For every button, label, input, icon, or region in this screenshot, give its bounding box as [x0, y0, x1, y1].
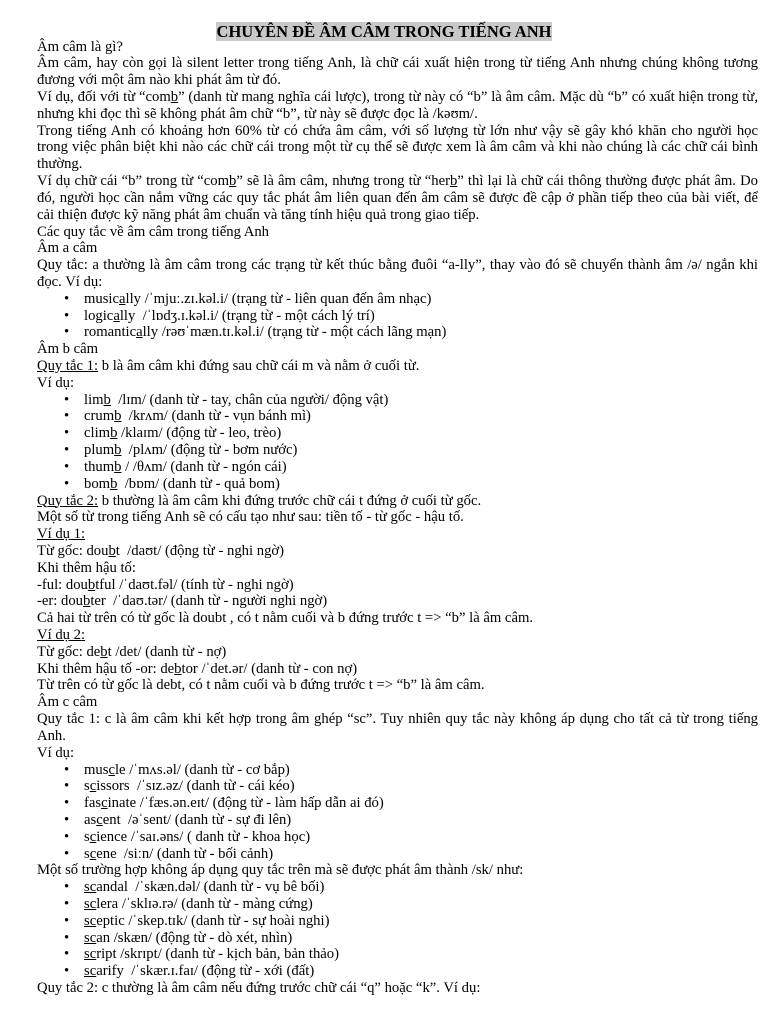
text-run: lim: [84, 391, 104, 408]
underlined-text: Ví dụ 1:: [37, 526, 86, 543]
underlined-text: sc: [84, 879, 97, 896]
underlined-text: c: [89, 778, 97, 795]
text-run: arify /ˈskær.ɪ.faɪ/ (động từ - xới (đất): [96, 963, 315, 980]
underlined-text: b: [174, 660, 182, 677]
text-run: /plʌm/ (động từ - bơm nước): [121, 442, 298, 459]
text-run: Khi thêm hậu tố:: [37, 559, 136, 576]
paragraph: [37, 493, 758, 510]
underlined-text: c: [89, 845, 97, 862]
bullet-icon: [64, 946, 69, 963]
list-item: [84, 913, 758, 930]
underlined-text: b: [114, 458, 122, 475]
bullet-icon: [64, 308, 69, 325]
bullet-icon: [64, 442, 69, 459]
text-run: tor /ˈdet.ər/ (danh từ - con nợ): [181, 660, 358, 677]
underlined-text: b: [100, 643, 108, 660]
text-run: Trong tiếng Anh có khoảng hơn 60% từ có chứa âm câm, với số lượng từ lớn như vậy sẽ gây khó khăn cho người học trong việc phân biệt khi nào các chữ cái trong một từ cụ thể sẽ được xem là âm câm và khi nào chúng là các chữ cái bình thường.: [37, 122, 758, 173]
text-run: Âm b câm: [37, 341, 99, 358]
text-run: Khi thêm hậu tố -or: de: [37, 660, 175, 677]
paragraph: [37, 358, 758, 375]
paragraph: [37, 173, 758, 223]
text-run: lera /ˈsklɪə.rə/ (danh từ - màng cứng): [96, 896, 313, 913]
bullet-icon: [64, 812, 69, 829]
bullet-icon: [64, 392, 69, 409]
underlined-text: Quy tắc 1:: [37, 358, 99, 375]
text-run: tful /ˈdaʊt.fəl/ (tính từ - nghi ngờ): [95, 576, 294, 593]
underlined-text: c: [89, 828, 97, 845]
text-run: an /skæn/ (động từ - dò xét, nhìn): [96, 929, 293, 946]
text-run: issors /ˈsɪz.əz/ (danh từ - cái kéo): [96, 778, 295, 795]
bullet-icon: [64, 896, 69, 913]
text-run: Từ trên có từ gốc là debt, có t nằm cuối và b đứng trước t => “b” là âm câm.: [37, 677, 485, 694]
underlined-text: b: [87, 576, 96, 593]
text-run: clim: [84, 425, 111, 442]
paragraph: [37, 711, 758, 745]
list-item: [84, 829, 758, 846]
list-item: [84, 946, 758, 963]
list-item: [84, 762, 758, 779]
text-run: Cả hai từ trên có từ gốc là doubt , có t nằm cuối và b đứng trước t => “b” là âm câm.: [37, 610, 534, 627]
text-run: / /θʌm/ (danh từ - ngón cái): [121, 458, 287, 475]
text-run: -er: dou: [37, 593, 83, 610]
text-run: Ví dụ:: [37, 744, 75, 761]
underlined-text: b: [229, 173, 237, 190]
text-run: s: [84, 845, 90, 862]
text-run: inate /ˈfæs.ən.eɪt/ (động từ - làm hấp dẫn ai đó): [107, 795, 384, 812]
text-run: -ful: dou: [37, 576, 88, 593]
underlined-text: a: [136, 324, 143, 341]
bullet-list: [37, 762, 758, 863]
text-run: ” thì lại là chữ cái thông thường được phát âm. Do đó, người học cần nắm vững các quy tắc phát âm liên quan đến âm câm sẽ được đề cập ở phần tiếp theo của bài viết, để cải thiện được kỹ năng phát âm chuẩn và tăng tính hiệu quả trong giao tiếp.: [37, 173, 758, 223]
list-item: [84, 291, 758, 308]
text-run: Âm câm, hay còn gọi là silent letter trong tiếng Anh, là chữ cái xuất hiện trong từ tiếng Anh nhưng chúng không tương đương với một âm nào khi phát âm từ đó.: [37, 55, 758, 89]
text-run: Một số trường hợp không áp dụng quy tắc trên mà sẽ được phát âm thành /sk/ như:: [37, 862, 524, 879]
text-run: /lɪm/ (danh từ - tay, chân của người/ động vật): [110, 391, 389, 408]
text-run: s: [84, 778, 90, 795]
text-run: Từ gốc: dou: [37, 542, 109, 559]
bullet-icon: [64, 846, 69, 863]
underlined-text: sc: [84, 929, 97, 946]
underlined-text: b: [114, 442, 122, 459]
text-run: plum: [84, 442, 115, 459]
section-heading: [37, 240, 758, 257]
paragraph: [37, 610, 758, 627]
paragraph: [37, 661, 758, 678]
bullet-icon: [64, 778, 69, 795]
underlined-text: b: [103, 391, 111, 408]
text-run: ” (danh từ mang nghĩa cái lược), trong từ này có “b” là âm câm. Mặc dù “b” có xuất hiện trong từ, nhưng khi đọc thì sẽ không phát âm chữ “b”, từ này sẽ được đọc là /kəʊm/.: [37, 89, 758, 122]
list-item: [84, 392, 758, 409]
bullet-icon: [64, 324, 69, 341]
underlined-text: Quy tắc 2:: [37, 492, 99, 509]
list-item: [84, 846, 758, 863]
bullet-icon: [64, 879, 69, 896]
list-item: [84, 778, 758, 795]
list-item: [84, 896, 758, 913]
text-run: /klaɪm/ (động từ - leo, trèo): [117, 425, 282, 442]
text-run: Âm c câm: [37, 694, 98, 711]
underlined-text: sc: [84, 946, 97, 963]
text-run: t /daʊt/ (động từ - nghi ngờ): [115, 542, 285, 559]
text-run: crum: [84, 408, 115, 425]
underlined-text: b: [108, 542, 116, 559]
list-item: [84, 930, 758, 947]
text-run: logic: [84, 307, 114, 324]
underlined-text: a: [113, 307, 120, 324]
paragraph: [37, 677, 758, 694]
underlined-text: b: [110, 475, 118, 492]
paragraph: [37, 980, 758, 997]
list-item: [84, 308, 758, 325]
bullet-icon: [64, 795, 69, 812]
paragraph: [37, 375, 758, 392]
paragraph: [37, 627, 758, 644]
list-item: [84, 963, 758, 980]
bullet-list: [37, 879, 758, 980]
list-item: [84, 812, 758, 829]
paragraph: [37, 862, 758, 879]
text-run: andal /ˈskæn.dəl/ (danh từ - vụ bê bối): [96, 879, 325, 896]
text-run: music: [84, 290, 120, 307]
text-run: s: [84, 828, 90, 845]
bullet-icon: [64, 913, 69, 930]
paragraph: [37, 89, 758, 123]
underlined-text: c: [96, 811, 103, 828]
underlined-text: Ví dụ 2:: [37, 627, 86, 644]
underlined-text: c: [101, 795, 108, 812]
text-run: romantic: [84, 324, 137, 341]
text-run: eptic /ˈskep.tɪk/ (danh từ - sự hoài nghi): [96, 912, 330, 929]
bullet-icon: [64, 762, 69, 779]
text-run: Âm câm là gì?: [37, 38, 123, 55]
paragraph: [37, 644, 758, 661]
text-run: Ví dụ:: [37, 374, 75, 391]
text-run: Từ gốc: de: [37, 643, 101, 660]
list-item: [84, 476, 758, 493]
document-body: [37, 39, 758, 997]
text-run: Một số từ trong tiếng Anh sẽ có cấu tạo như sau: tiền tố - từ gốc - hậu tố.: [37, 509, 464, 526]
paragraph: [37, 577, 758, 594]
bullet-icon: [64, 459, 69, 476]
bullet-icon: [64, 425, 69, 442]
list-item: [84, 324, 758, 341]
text-run: ter /ˈdaʊ.tər/ (danh từ - người nghi ngờ): [90, 593, 328, 610]
paragraph: [37, 543, 758, 560]
bullet-icon: [64, 829, 69, 846]
paragraph: [37, 509, 758, 526]
section-heading: [37, 694, 758, 711]
underlined-text: b: [83, 593, 91, 610]
paragraph: [37, 55, 758, 89]
text-run: lly /ˈmjuː.zɪ.kəl.i/ (trạng từ - liên quan đến âm nhạc): [125, 290, 432, 307]
text-run: Quy tắc 1: c là âm câm khi kết hợp trong âm ghép “sc”. Tuy nhiên quy tắc này không áp dụng cho tất cả từ trong tiếng Anh.: [37, 711, 758, 744]
underlined-text: b: [449, 173, 458, 190]
list-item: [84, 408, 758, 425]
list-item: [84, 879, 758, 896]
text-run: Quy tắc: a thường là âm câm trong các trạng từ kết thúc bằng đuôi “a-lly”, thay vào đó sẽ chuyển thành âm /ə/ ngắn khi đọc. Ví dụ:: [37, 257, 758, 290]
text-run: Ví dụ chữ cái “b” trong từ “com: [37, 173, 230, 190]
text-run: Các quy tắc về âm câm trong tiếng Anh: [37, 223, 269, 240]
paragraph: [37, 560, 758, 577]
text-run: mus: [84, 761, 109, 778]
text-run: b thường là âm câm khi đứng trước chữ cái t đứng ở cuối từ gốc.: [98, 492, 482, 509]
page-title: CHUYÊN ĐỀ ÂM CÂM TRONG TIẾNG ANH: [216, 22, 552, 41]
text-run: b là âm câm khi đứng sau chữ cái m và nằm ở cuối từ.: [98, 358, 420, 375]
bullet-icon: [64, 408, 69, 425]
list-item: [84, 795, 758, 812]
text-run: lly /rəʊˈmæn.tɪ.kəl.i/ (trạng từ - một cách lãng mạn): [142, 324, 447, 341]
list-item: [84, 425, 758, 442]
section-heading: [37, 224, 758, 241]
paragraph: [37, 745, 758, 762]
text-run: ” sẽ là âm câm, nhưng trong từ “her: [236, 173, 450, 190]
text-run: le /ˈmʌs.əl/ (danh từ - cơ bắp): [114, 761, 290, 778]
paragraph: [37, 123, 758, 173]
text-run: bom: [84, 475, 111, 492]
bullet-icon: [64, 291, 69, 308]
text-run: ience /ˈsaɪ.əns/ ( danh từ - khoa học): [96, 828, 311, 845]
bullet-list: [37, 392, 758, 493]
text-run: ript /skrɪpt/ (danh từ - kịch bản, bản thảo): [96, 946, 340, 963]
section-heading: [37, 341, 758, 358]
text-run: Quy tắc 2: c thường là âm câm nếu đứng trước chữ cái “q” hoặc “k”. Ví dụ:: [37, 980, 481, 997]
text-run: ent /əˈsent/ (danh từ - sự đi lên): [102, 811, 292, 828]
bullet-icon: [64, 476, 69, 493]
text-run: /bɒm/ (danh từ - quả bom): [117, 475, 280, 492]
list-item: [84, 459, 758, 476]
underlined-text: sc: [84, 963, 97, 980]
bullet-list: [37, 291, 758, 341]
text-run: t /det/ (danh từ - nợ): [107, 643, 227, 660]
text-run: lly /ˈlɒdʒ.ɪ.kəl.i/ (trạng từ - một cách lý trí): [119, 307, 375, 324]
list-item: [84, 442, 758, 459]
bullet-icon: [64, 963, 69, 980]
text-run: fas: [84, 795, 102, 812]
underlined-text: b: [170, 89, 179, 106]
paragraph: [37, 526, 758, 543]
underlined-text: a: [119, 290, 126, 307]
underlined-text: b: [114, 408, 122, 425]
text-run: Ví dụ, đối với từ “com: [37, 89, 171, 106]
underlined-text: sc: [84, 896, 97, 913]
bullet-icon: [64, 930, 69, 947]
text-run: thum: [84, 458, 115, 475]
text-run: ene /siːn/ (danh từ - bối cảnh): [96, 845, 274, 862]
section-heading: [37, 39, 758, 56]
paragraph: [37, 257, 758, 291]
underlined-text: b: [110, 425, 118, 442]
paragraph: [37, 593, 758, 610]
text-run: Âm a câm: [37, 240, 98, 257]
underlined-text: sc: [84, 912, 97, 929]
text-run: as: [84, 811, 97, 828]
text-run: /krʌm/ (danh từ - vụn bánh mì): [121, 408, 311, 425]
underlined-text: c: [108, 761, 115, 778]
